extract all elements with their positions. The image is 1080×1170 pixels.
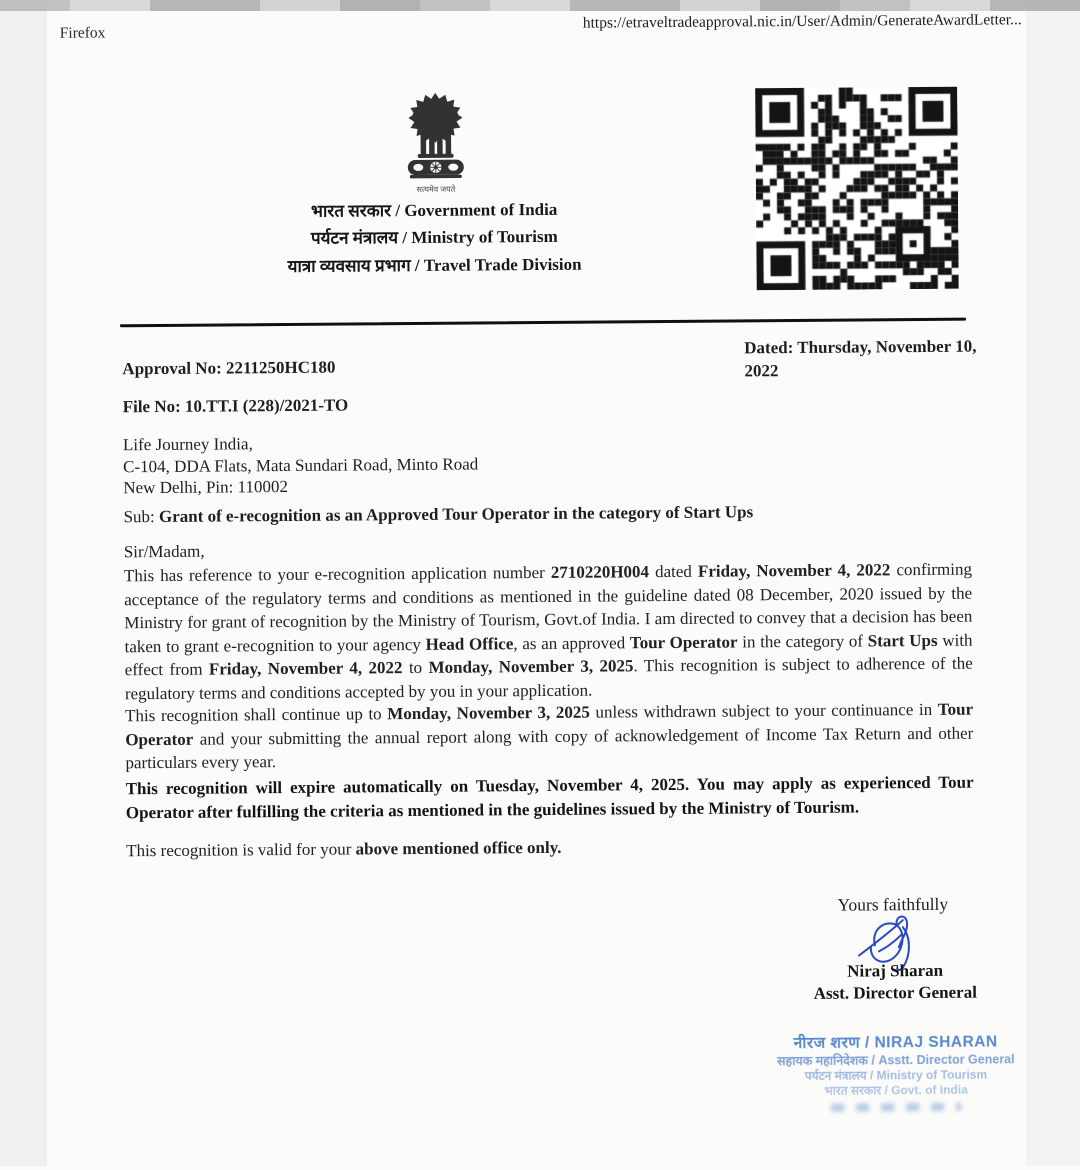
stamp-line-ministry: पर्यटन मंत्रालय / Ministry of Tourism	[769, 1067, 1023, 1084]
letterhead-line-division: यात्रा व्यवसाय प्रभाग / Travel Trade Division	[214, 250, 654, 281]
stamp-line-government: भारत सरकार / Govt. of India	[769, 1082, 1023, 1099]
stamp-line-name: नीरज शरण / NIRAJ SHARAN	[769, 1032, 1023, 1053]
qr-code	[755, 87, 959, 291]
salutation: Sir/Madam,	[124, 542, 205, 563]
office-stamp	[769, 1032, 1024, 1112]
letterhead	[214, 195, 655, 281]
emblem-motto: सत्यमेव जयते	[417, 184, 456, 194]
recipient-address-line: C-104, DDA Flats, Mata Sundari Road, Minto Road	[123, 453, 478, 477]
valediction: Yours faithfully	[838, 894, 949, 916]
signer-title: Asst. Director General	[773, 981, 1017, 1004]
approval-number: Approval No: 2211250HC180	[122, 358, 335, 380]
body-paragraph-3: This recognition will expire automatically on Tuesday, November 4, 2025. You may apply as experienced Tour Operator after fulfilling the criteria as mentioned in the guidelines issued by the Ministry of Tourism.	[126, 771, 974, 825]
recipient-address-line: New Delhi, Pin: 110002	[123, 475, 478, 499]
stamp-faded-line	[831, 1103, 961, 1112]
print-header-url: https://etraveltradeapproval.nic.in/User/Admin/GenerateAwardLetter...	[583, 11, 1022, 32]
signature-block	[773, 959, 1017, 1004]
header-divider	[120, 318, 966, 328]
subject-line	[123, 502, 753, 527]
recipient-address-line: Life Journey India,	[123, 431, 478, 455]
recipient-address	[123, 431, 479, 499]
stamp-line-designation: सहायक महानिदेशक / Asstt. Director General	[769, 1051, 1023, 1069]
body-paragraph-2: This recognition shall continue up to Monday, November 3, 2025 unless withdrawn subject to your continuance in Tour Operator and your submitting the annual report along with copy of acknowledgement of Income Tax Return and other particulars every year.	[125, 698, 974, 775]
national-emblem-icon	[392, 90, 479, 195]
subject-label: Sub:	[123, 507, 159, 526]
body-paragraph-4: This recognition is valid for your above mentioned office only.	[126, 833, 974, 863]
subject-text: Grant of e-recognition as an Approved Tour Operator in the category of Start Ups	[159, 502, 753, 526]
dated-text: Dated: Thursday, November 10, 2022	[744, 335, 978, 383]
file-number: File No: 10.TT.I (228)/2021-TO	[123, 396, 349, 418]
body-paragraph-1: This has reference to your e-recognition application number 2710220H004 dated Friday, November 4, 2022 confirming acceptance of the regulatory terms and conditions as mentioned in the guideline dated 08 December, 2020 issued by the Ministry for grant of recognition by the Ministry of Tourism, Govt.of India. I am directed to convey that a decision has been taken to grant e-recognition to your agency Head Office, as an approved Tour Operator in the category of Start Ups with effect from Friday, November 4, 2022 to Monday, November 3, 2025. This recognition is subject to adherence of the regulatory terms and conditions accepted by you in your application.	[124, 558, 973, 706]
letterhead-line-government: भारत सरकार / Government of India	[214, 195, 654, 226]
browser-app-name: Firefox	[60, 24, 106, 42]
letterhead-line-ministry: पर्यटन मंत्रालय / Ministry of Tourism	[214, 223, 654, 254]
signer-name: Niraj Sharan	[773, 959, 1017, 982]
